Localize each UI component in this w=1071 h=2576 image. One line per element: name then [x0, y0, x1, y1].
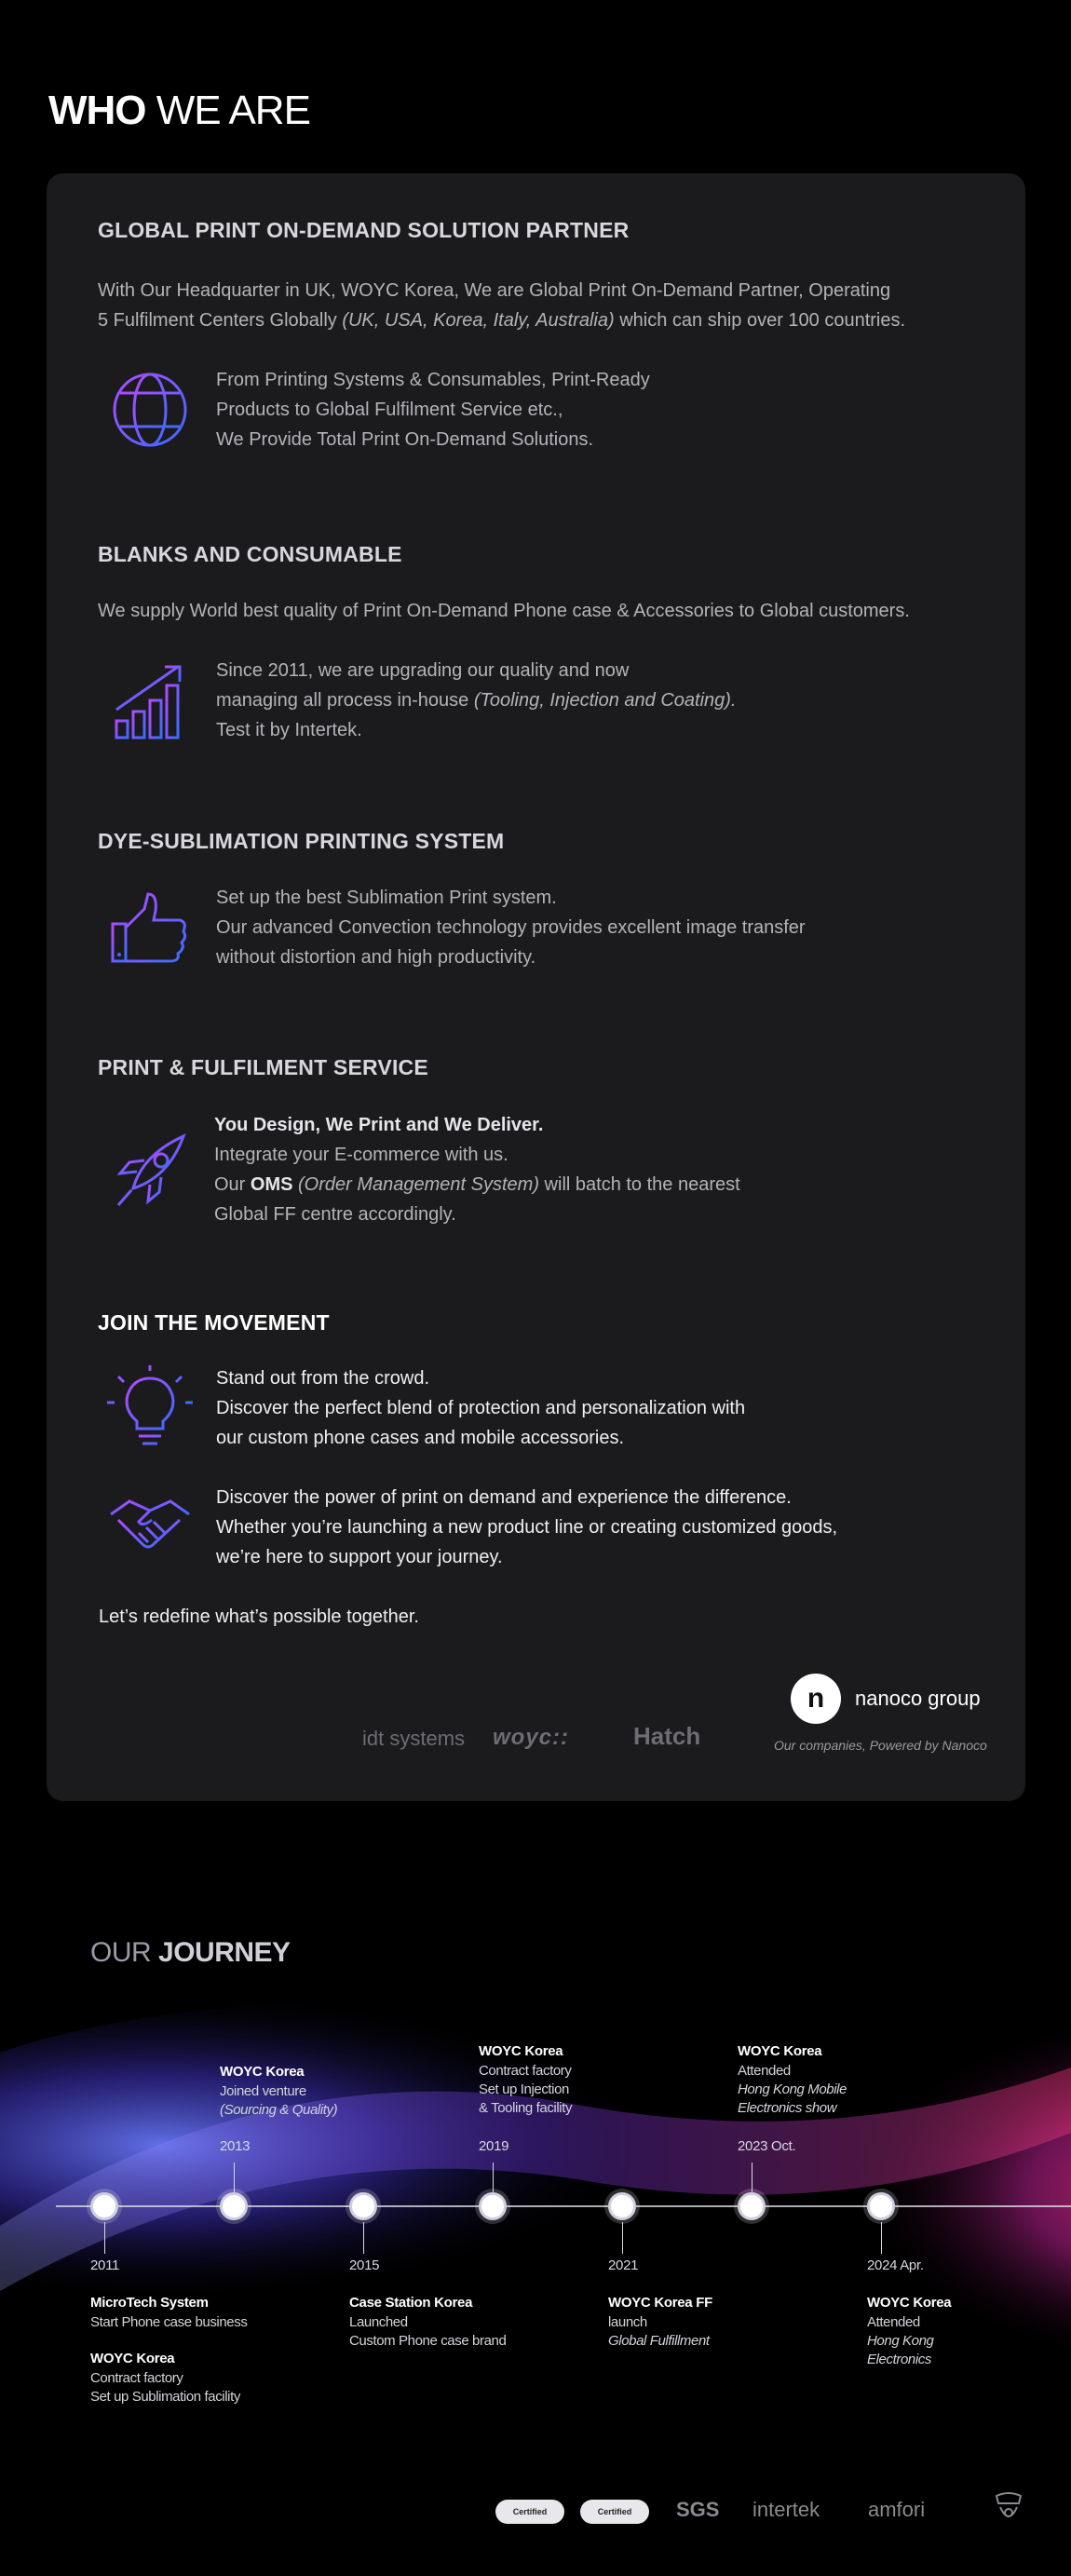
event-desc-2011-b: Contract factory Set up Sublimation facility — [90, 2370, 240, 2405]
cert-badge-2: Certified — [580, 2500, 649, 2524]
journey-title: OUR JOURNEY — [90, 1937, 291, 1968]
event-year-2021: 2021 — [608, 2257, 639, 2273]
nanoco-subtitle: Our companies, Powered by Nanoco — [774, 1738, 987, 1753]
global-row-text: From Printing Systems & Consumables, Print-Ready Products to Global Fulfilment Service etc., We Provide Total Print On-Demand Solutions. — [216, 370, 650, 450]
global-intro-line2: 5 Fulfilment Centers Globally (UK, USA, Korea, Italy, Australia) which can ship over 100 countries. — [98, 310, 906, 331]
nanoco-name: nanoco group — [855, 1687, 981, 1710]
event-desc-2021: launch Global Fulfillment — [608, 2314, 710, 2349]
nanoco-logo-icon: n — [791, 1674, 841, 1724]
blanks-row-text: Since 2011, we are upgrading our quality and now managing all process in-house (Tooling, Injection and Coating). Test it by Intertek. — [216, 660, 737, 740]
timeline-node-2019 — [479, 2192, 507, 2220]
tick-2015 — [363, 2222, 364, 2254]
dye-row-text: Set up the best Sublimation Print system. Our advanced Convection technology provides excellent image transfer without distortion and high productivity. — [216, 888, 806, 968]
dye-row — [98, 883, 983, 985]
section-heading-fulfilment: PRINT & FULFILMENT SERVICE — [98, 1055, 428, 1079]
event-desc-2023: Attended Hong Kong Mobile Electronics show — [738, 2063, 847, 2116]
event-desc-2013: Joined venture (Sourcing & Quality) — [220, 2083, 338, 2118]
event-desc-2015: Launched Custom Phone case brand — [349, 2314, 507, 2349]
intertek-logo: intertek — [752, 2498, 820, 2521]
rocket-icon — [105, 1127, 195, 1216]
sgs-logo: SGS — [676, 2498, 720, 2521]
event-title-2011-b: WOYC Korea — [90, 2351, 175, 2366]
globe-icon — [105, 365, 195, 454]
page-title — [48, 88, 310, 134]
timeline-node-2015 — [349, 2192, 377, 2220]
global-row — [98, 365, 983, 468]
global-intro-line1: With Our Headquarter in UK, WOYC Korea, We are Global Print On-Demand Partner, Operating — [98, 280, 891, 301]
movement-row-1-text: Stand out from the crowd. Discover the perfect blend of protection and personalization with our custom phone cases and mobile accessories. — [216, 1368, 746, 1448]
event-desc-2024: Attended Hong Kong Electronics — [867, 2314, 934, 2367]
event-year-2013: 2013 — [220, 2138, 251, 2154]
growth-chart-icon — [105, 656, 195, 745]
fulfilment-row — [98, 1110, 983, 1241]
handshake-icon — [105, 1483, 195, 1572]
thumbs-up-icon — [105, 883, 195, 972]
hatch-logo: Hatch — [633, 1722, 701, 1750]
idt-systems-logo: idt systems — [362, 1727, 466, 1750]
tick-2011 — [104, 2222, 105, 2254]
event-year-2011: 2011 — [90, 2257, 120, 2273]
event-title-2023: WOYC Korea — [738, 2043, 822, 2059]
title-rest: WE ARE — [156, 88, 310, 133]
event-desc-2011: Start Phone case business — [90, 2314, 248, 2330]
section-heading-movement: JOIN THE MOVEMENT — [98, 1310, 330, 1335]
timeline-node-2021 — [608, 2192, 636, 2220]
event-year-2024: 2024 Apr. — [867, 2257, 924, 2273]
blanks-row — [98, 656, 983, 758]
event-title-2013: WOYC Korea — [220, 2064, 305, 2080]
lightbulb-icon — [105, 1363, 195, 1453]
royal-crest-icon — [989, 2488, 1028, 2529]
event-title-2019: WOYC Korea — [479, 2043, 563, 2059]
fulfilment-row-text: You Design, We Print and We Deliver. Integrate your E-commerce with us. Our OMS (Order Management System) will batch to the nearest Global FF centre accordingly. — [214, 1115, 740, 1225]
event-title-2011: MicroTech System — [90, 2295, 209, 2311]
event-title-2015: Case Station Korea — [349, 2295, 473, 2311]
timeline-node-2011 — [90, 2192, 118, 2220]
movement-row-2-text: Discover the power of print on demand and experience the difference. Whether you’re launching a new product line or creating customized goods, we’re here to support your journey. — [216, 1487, 838, 1567]
movement-row-2 — [98, 1483, 983, 1585]
event-title-2021: WOYC Korea FF — [608, 2295, 712, 2311]
event-title-2024: WOYC Korea — [867, 2295, 952, 2311]
section-heading-blanks: BLANKS AND CONSUMABLE — [98, 542, 402, 566]
timeline-node-2024 — [867, 2192, 895, 2220]
tick-2013 — [234, 2162, 235, 2192]
movement-row-1 — [98, 1363, 983, 1466]
tick-2019 — [493, 2162, 494, 2192]
blanks-intro: We supply World best quality of Print On-Demand Phone case & Accessories to Global customers. — [98, 601, 910, 621]
timeline-node-2023 — [738, 2192, 766, 2220]
event-desc-2019: Contract factory Set up Injection & Tooling facility — [479, 2063, 573, 2116]
event-year-2015: 2015 — [349, 2257, 380, 2273]
section-heading-global: GLOBAL PRINT ON-DEMAND SOLUTION PARTNER — [98, 218, 630, 242]
section-heading-dye: DYE-SUBLIMATION PRINTING SYSTEM — [98, 829, 505, 853]
event-year-2019: 2019 — [479, 2138, 509, 2154]
woyc-logo: woyc:: — [493, 1725, 570, 1750]
timeline-line — [56, 2205, 1071, 2207]
closing-text: Let’s redefine what’s possible together. — [99, 1607, 419, 1627]
amfori-logo: amfori — [868, 2498, 926, 2521]
global-intro — [98, 276, 905, 335]
timeline-node-2013 — [220, 2192, 248, 2220]
tick-2021 — [622, 2222, 623, 2254]
tick-2024 — [881, 2222, 882, 2254]
event-year-2023: 2023 Oct. — [738, 2138, 796, 2154]
cert-badge-1: Certified — [495, 2500, 564, 2524]
title-bold: WHO — [48, 88, 146, 133]
